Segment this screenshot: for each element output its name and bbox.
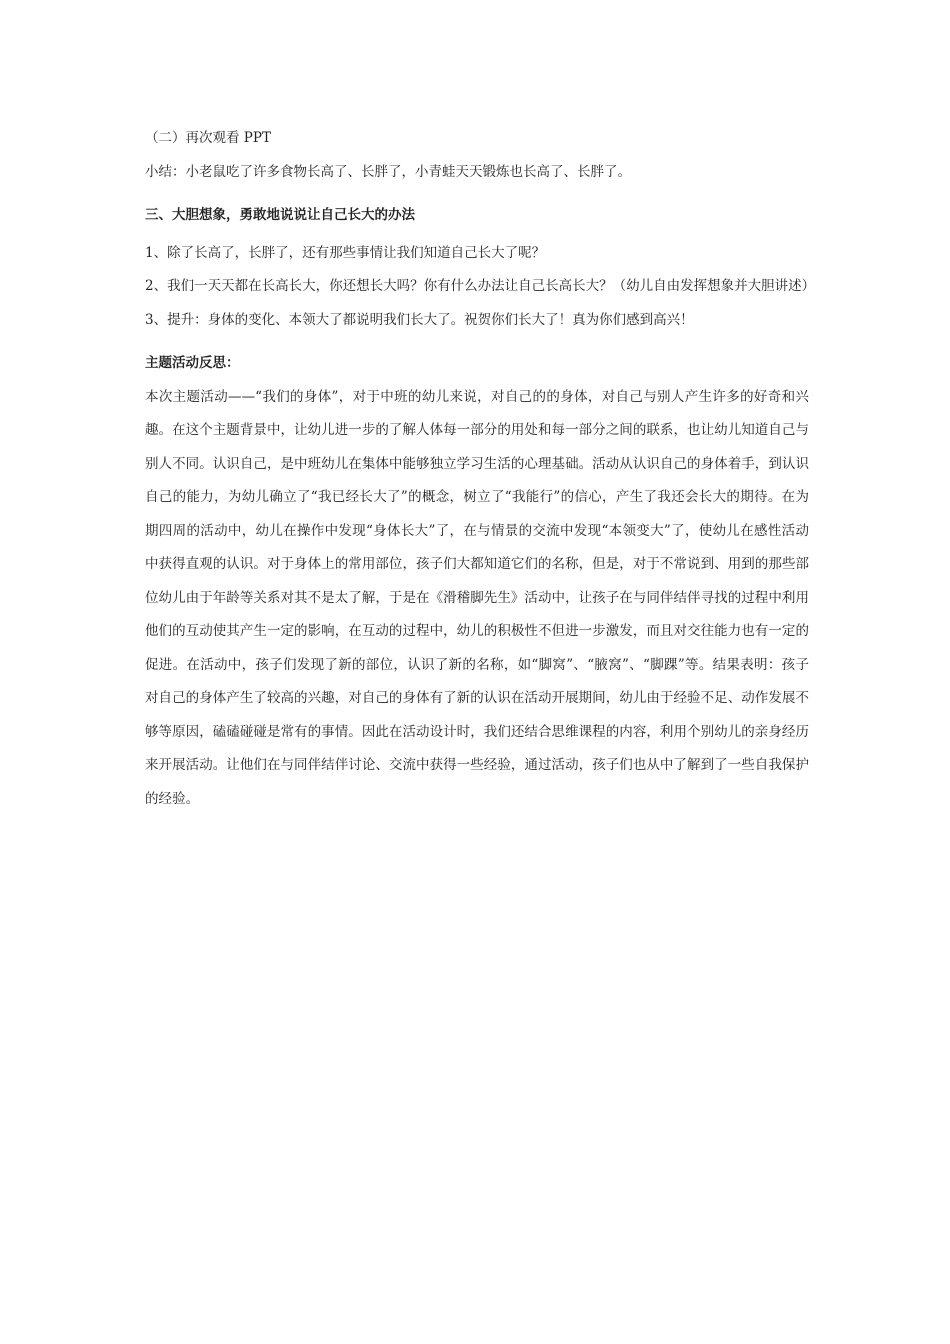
section-three-item-1: 1、除了长高了，长胖了，还有那些事情让我们知道自己长大了呢？	[145, 244, 546, 261]
reflection-body: 本次主题活动——“我们的身体”，对于中班的幼儿来说，对自己的的身体，对自己与别人产生许多的好奇和兴趣。在这个主题背景中，让幼儿进一步的了解人体每一部分的用处和每一部分之间的联系，也让幼儿知道自己与别人不同。认识自己，是中班幼儿在集体中能够独立学习生活的心理基础。活动从认识自己的身体着手，到认识自己的能力，为幼儿确立了“我已经长大了”的概念，树立了“我能行”的信心，产生了我还会长大的期待。在为期四周的活动中，幼儿在操作中发现“身体长大”了，在与情景的交流中发现“本领变大”了，使幼儿在感性活动中获得直观的认识。对于身体上的常用部位，孩子们大都知道它们的名称，但是，对于不常说到、用到的那些部位幼儿由于年龄等关系对其不是太了解，于是在《滑稽脚先生》活动中，让孩子在与同伴结伴寻找的过程中利用他们的互动使其产生一定的影响，在互动的过程中，幼儿的积极性不但进一步激发，而且对交往能力也有一定的促进。在活动中，孩子们发现了新的部位，认识了新的名称，如“脚窝”、“腋窝”、“脚踝”等。结果表明：孩子对自己的身体产生了较高的兴趣，对自己的身体有了新的认识在活动开展期间，幼儿由于经验不足、动作发展不够等原因，磕磕碰碰是常有的事情。因此在活动设计时，我们还结合思维课程的内容，利用个别幼儿的亲身经历来开展活动。让他们在与同伴结伴讨论、交流中获得一些经验，通过活动，孩子们也从中了解到了一些自我保护的经验。	[145, 388, 809, 807]
reflection-heading: 主题活动反思：	[145, 355, 240, 371]
spacer	[145, 189, 809, 199]
section-three-item-2: 2、我们一天天都在长高长大，你还想长大吗？你有什么办法让自己长高长大？（幼儿自由发挥想象并大胆讲述）	[145, 278, 816, 294]
spacer	[145, 337, 809, 347]
summary-paragraph: 小结：小老鼠吃了许多食物长高了、长胖了，小青蛙天天锻炼也长高了、长胖了。	[145, 163, 631, 180]
section-three-heading: 三、大胆想象，勇敢地说说让自己长大的办法	[145, 207, 415, 223]
document-content	[145, 122, 816, 816]
section-three-item-3: 3、提升：身体的变化、本领大了都说明我们长大了。祝贺你们长大了！真为你们感到高兴！	[145, 311, 694, 328]
section-two-subheading: （二）再次观看 PPT	[145, 130, 271, 146]
